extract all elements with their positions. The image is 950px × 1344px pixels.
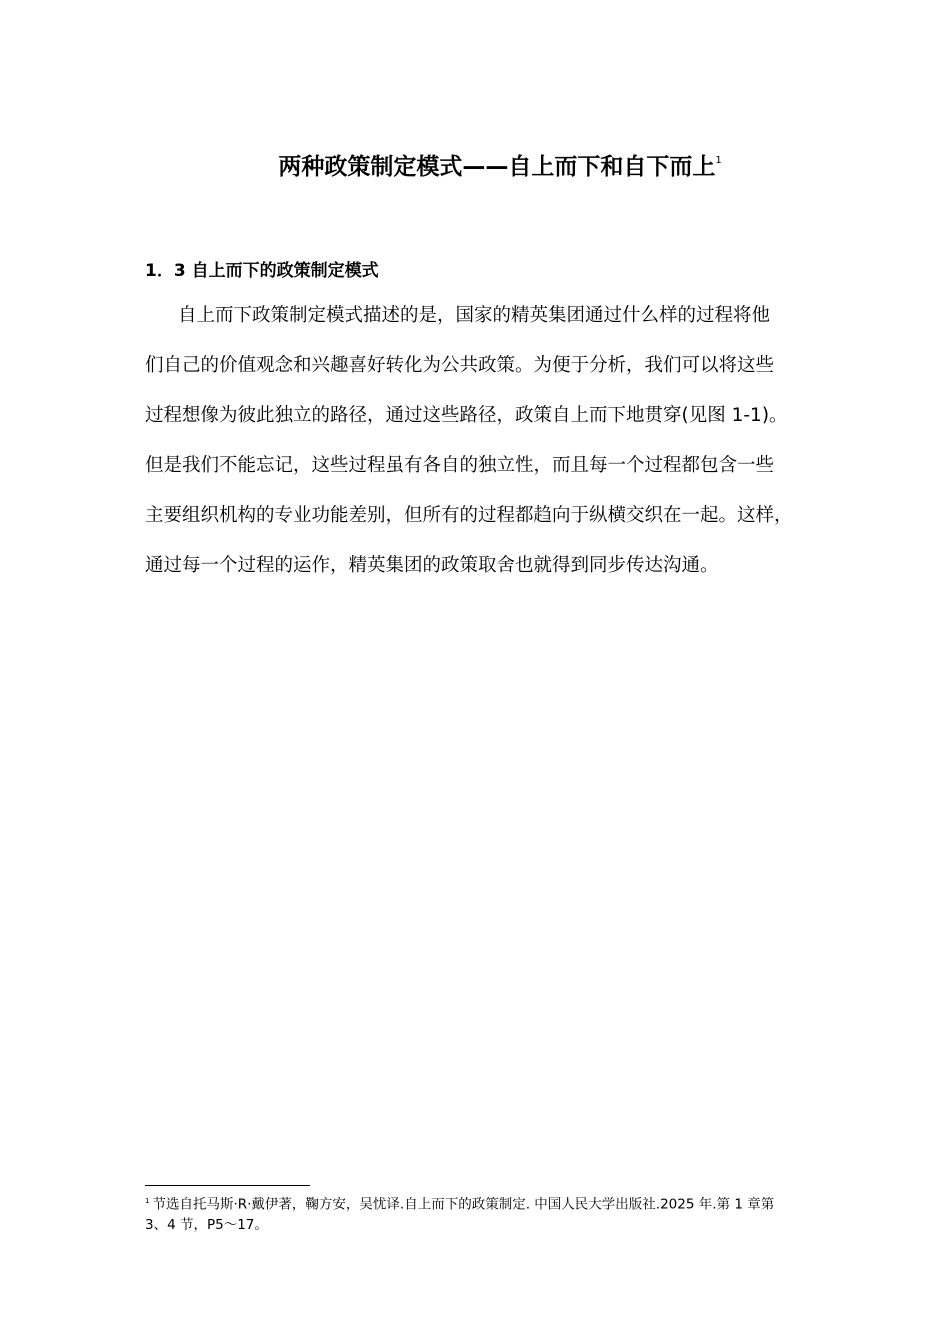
paragraph-line: 但是我们不能忘记，这些过程虽有各自的独立性，而且每一个过程都包含一些 [145,455,775,476]
body-paragraph [145,300,815,600]
footnote-line: 3、4 节，P5～17。 [145,1216,268,1233]
paragraph-line: 自上而下政策制定模式描述的是，国家的精英集团通过什么样的过程将他 [178,305,771,326]
section-heading: 1．3 自上而下的政策制定模式 [145,261,379,281]
footnote-mark: 1 [145,1197,150,1205]
document-title [0,148,950,181]
footnote-text: 节选自托马斯·R·戴伊著，鞠方安，吴忧译.自上而下的政策制定. 中国人民大学出版社.2025 年.第 1 章第 [152,1196,775,1213]
footnote [145,1191,815,1235]
title-footnote-mark[interactable]: 1 [715,155,722,167]
paragraph-line: 们自己的价值观念和兴趣喜好转化为公共政策。为便于分析，我们可以将这些 [145,355,775,376]
document-title-text: 两种政策制定模式——自上而下和自下而上 [278,154,716,180]
footnote-line [145,1191,815,1215]
paragraph-line: 主要组织机构的专业功能差别，但所有的过程都趋向于纵横交织在一起。这样， [145,505,793,526]
paragraph-line: 过程想像为彼此独立的路径，通过这些路径，政策自上而下地贯穿(见图 1-1)。 [145,405,788,426]
paragraph-line: 通过每一个过程的运作，精英集团的政策取舍也就得到同步传达沟通。 [145,555,719,576]
footnote-divider [145,1185,310,1186]
